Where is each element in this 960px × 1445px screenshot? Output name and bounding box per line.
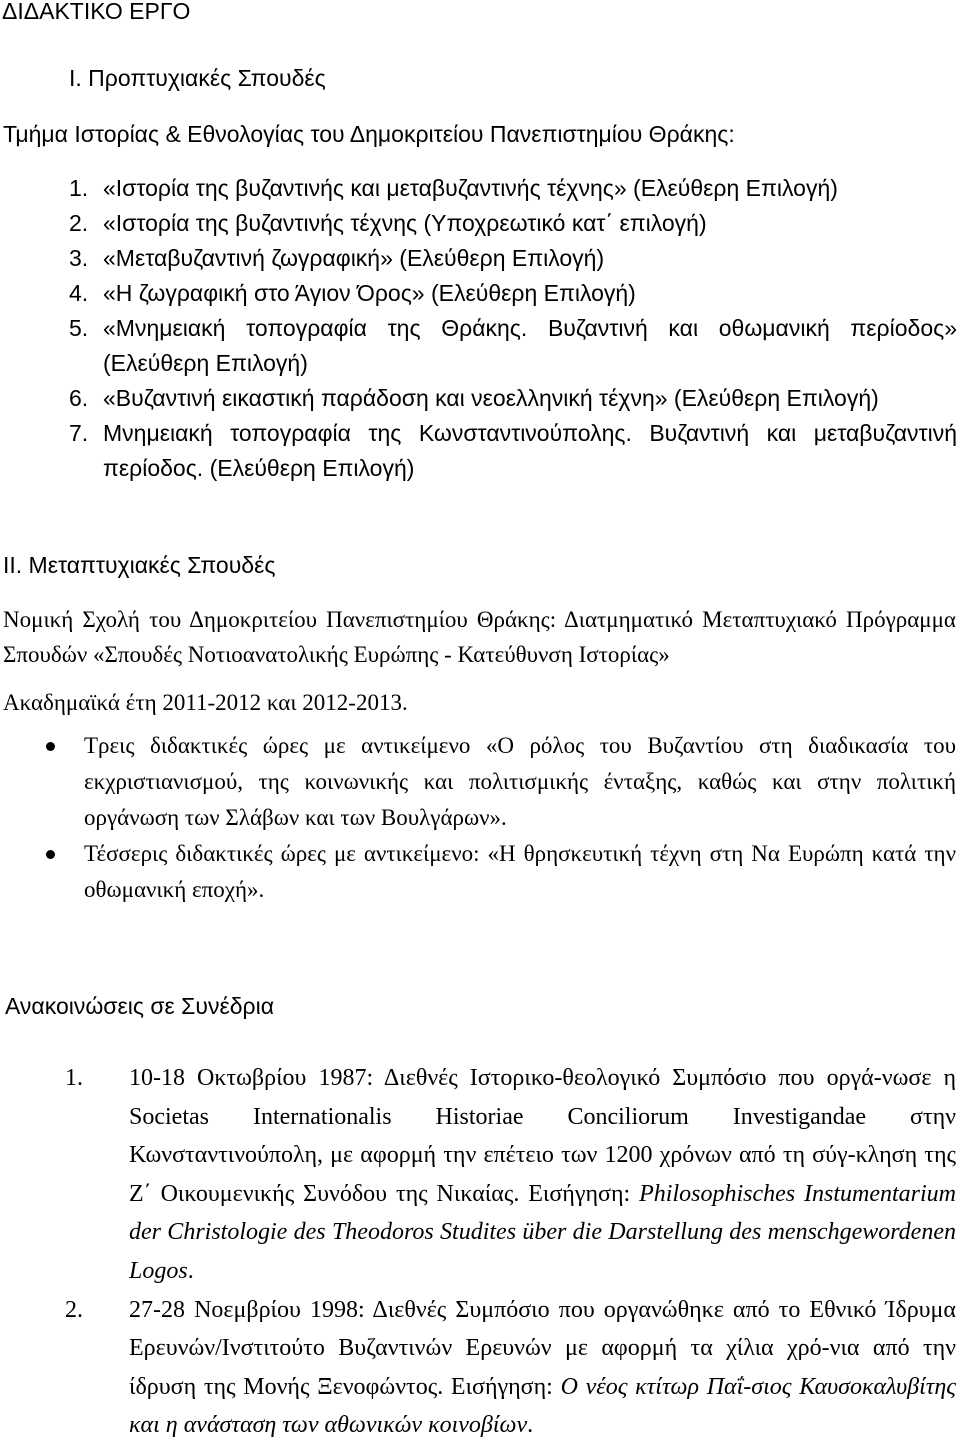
undergrad-department: Τμήμα Ιστορίας & Εθνολογίας του Δημοκριτείου Πανεπιστημίου Θράκης: <box>3 121 735 147</box>
section-conferences-title: Ανακοινώσεις σε Συνέδρια <box>5 993 275 1019</box>
list-item <box>69 276 957 311</box>
conference-list <box>65 1059 956 1445</box>
course-text-continued: περίοδος. (Ελεύθερη Επιλογή) <box>103 455 415 481</box>
list-item <box>65 1291 956 1445</box>
section-undergrad-title: I. Προπτυχιακές Σπουδές <box>69 65 326 91</box>
course-text: «Ιστορία της βυζαντινής τέχνης (Υποχρεωτικό κατ΄ επιλογή) <box>103 210 707 236</box>
undergrad-course-list <box>69 171 957 486</box>
conference-text: 27-28 Νοεμβρίου 1998: Διεθνές Συμπόσιο που οργανώθηκε από το Εθνικό Ίδρυμα Ερευνών/Ινστιτούτο Βυζαντινών Ερευνών με αφορμή τα χίλια χρό-νια από την ίδρυση της Μονής Ξενοφώντος. Εισήγηση: <box>129 1296 956 1400</box>
item-number: 1. <box>65 1065 83 1091</box>
section-postgrad-title: II. Μεταπτυχιακές Σπουδές <box>3 552 276 578</box>
bullet-icon <box>46 742 55 751</box>
bullet-icon <box>46 850 55 859</box>
postgrad-bullet-list <box>44 728 956 908</box>
conference-text: 10-18 Οκτωβρίου 1987: Διεθνές Ιστορικο-θεολογικό Συμπόσιο που οργά-νωσε η Societas Internationalis Historiae Conciliorum Investigandae στην Κωνσταντινούπολη, με αφορμή την επέτειο των 1200 χρόνων από τη σύγ-κληση της Ζ΄ Οικουμενικής Συνόδου της Νικαίας. Εισήγηση: <box>129 1065 956 1207</box>
item-number: 3. <box>69 245 89 271</box>
course-text: «Μεταβυζαντινή ζωγραφική» (Ελεύθερη Επιλογή) <box>103 245 605 271</box>
course-text: «Βυζαντινή εικαστική παράδοση και νεοελληνική τέχνη» (Ελεύθερη Επιλογή) <box>103 385 879 411</box>
list-item <box>69 171 957 206</box>
postgrad-years: Ακαδημαϊκά έτη 2011-2012 και 2012-2013. <box>3 690 408 715</box>
item-number: 2. <box>65 1296 83 1323</box>
item-number: 5. <box>69 315 89 341</box>
list-item <box>44 728 956 836</box>
list-item <box>69 241 957 276</box>
paper-title: Philosophisches Instumentarium der Christologie des Theodoros Studites über die Darstellung des menschgewordenen Logos <box>129 1180 957 1284</box>
page-heading: ΔΙΔΑΚΤΙΚΟ ΕΡΓΟ <box>2 0 191 24</box>
paper-title: Ο νέος κτίτωρ Παΐ-σιος Καυσοκαλυβίτης και η ανάσταση των αθωνικών κοινοβίων <box>129 1373 956 1439</box>
item-number: 4. <box>69 280 89 306</box>
bullet-text: Τρεις διδακτικές ώρες με αντικείμενο «Ο ρόλος του Βυζαντίου στη διαδικασία του εκχριστιανισμού, της κοινωνικής και πολιτισμικής ένταξης, καθώς και στην πολιτική οργάνωση των Σλάβων και των Βουλγάρων». <box>84 733 956 830</box>
course-text: «Μνημειακή τοπογραφία της Θράκης. Βυζαντινή και οθωμανική περίοδος» <box>103 315 957 341</box>
conference-tail: . <box>527 1412 534 1439</box>
conference-tail: . <box>187 1257 194 1284</box>
course-text-continued: (Ελεύθερη Επιλογή) <box>103 350 308 376</box>
list-item <box>69 416 957 486</box>
item-number: 1. <box>69 175 89 201</box>
course-text: «Ιστορία της βυζαντινής και μεταβυζαντινής τέχνης» (Ελεύθερη Επιλογή) <box>103 175 838 201</box>
item-number: 2. <box>69 210 89 236</box>
postgrad-faculty: Νομική Σχολή του Δημοκριτείου Πανεπιστημίου Θράκης: Διατμηματικό Μεταπτυχιακό Πρόγραμμα Σπουδών «Σπουδές Νοτιοανατολικής Ευρώπης - Κατεύθυνση Ιστορίας» <box>3 607 956 667</box>
course-text: «Η ζωγραφική στο Άγιον Όρος» (Ελεύθερη Επιλογή) <box>103 280 636 306</box>
list-item <box>69 381 957 416</box>
item-number: 7. <box>69 420 89 446</box>
list-item <box>44 836 956 908</box>
list-item <box>69 206 957 241</box>
bullet-text: Τέσσερις διδακτικές ώρες με αντικείμενο: «Η θρησκευτική τέχνη στη Να Ευρώπη κατά την οθωμανική εποχή». <box>84 841 956 902</box>
list-item <box>65 1059 956 1291</box>
list-item <box>69 311 957 381</box>
item-number: 6. <box>69 385 89 411</box>
course-text: Μνημειακή τοπογραφία της Κωνσταντινούπολης. Βυζαντινή και μεταβυζαντινή <box>103 420 957 446</box>
